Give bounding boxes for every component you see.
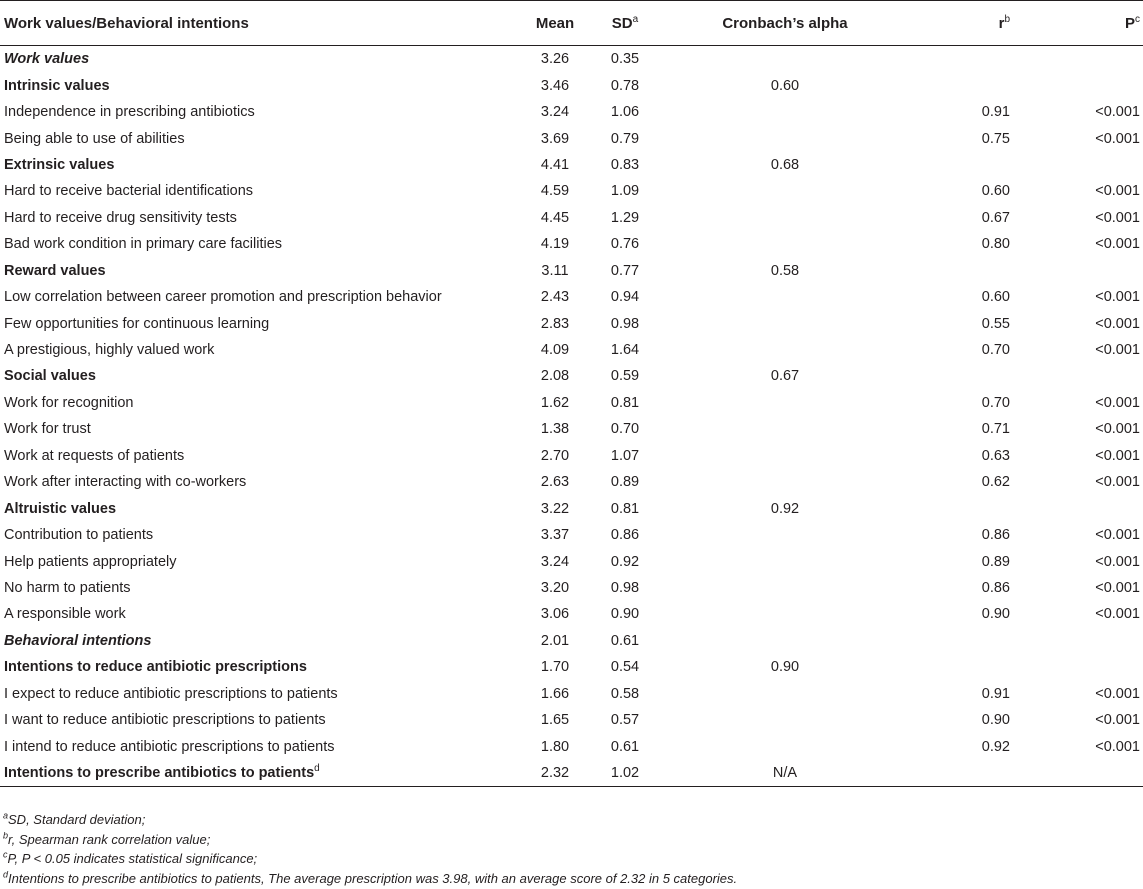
row-mean: 2.32 <box>540 765 570 782</box>
row-sd: 1.29 <box>610 209 640 226</box>
row-label: Reward values <box>4 262 106 279</box>
row-r <box>920 258 1010 284</box>
row-sd: 1.09 <box>610 183 640 200</box>
row-r <box>920 760 1010 787</box>
table-row <box>0 733 1143 759</box>
table-row <box>0 443 1143 469</box>
row-r: 0.86 <box>981 527 1010 544</box>
table-row <box>0 337 1143 363</box>
table-row <box>0 363 1143 389</box>
table-row <box>0 46 1143 73</box>
row-r: 0.67 <box>981 209 1010 226</box>
row-cronbach-alpha <box>680 601 920 627</box>
row-label: No harm to patients <box>4 579 131 596</box>
row-p <box>1010 495 1143 521</box>
row-mean: 1.62 <box>540 394 570 411</box>
row-sd: 0.98 <box>610 579 640 596</box>
row-mean: 3.24 <box>540 104 570 121</box>
row-label: Intrinsic values <box>4 77 110 94</box>
row-mean: 1.66 <box>540 685 570 702</box>
footnote: $^b$r, Spearman rank correlation value; <box>3 830 211 847</box>
row-p: <0.001 <box>1095 738 1140 755</box>
row-cronbach-alpha <box>680 99 920 125</box>
table-row <box>0 99 1143 125</box>
row-cronbach-alpha <box>680 707 920 733</box>
row-label: Hard to receive bacterial identifications <box>4 183 254 200</box>
row-cronbach-alpha <box>680 469 920 495</box>
row-sd: 0.61 <box>610 738 640 755</box>
row-label: A responsible work <box>4 606 126 623</box>
row-label: Social values <box>4 368 96 385</box>
row-p: <0.001 <box>1095 342 1140 359</box>
row-r <box>920 152 1010 178</box>
row-p: <0.001 <box>1095 289 1140 306</box>
row-r <box>920 628 1010 654</box>
row-mean: 1.70 <box>540 659 570 676</box>
row-p <box>1010 628 1143 654</box>
row-r <box>920 495 1010 521</box>
row-mean: 3.26 <box>540 51 570 68</box>
table-row <box>0 707 1143 733</box>
row-label: Contribution to patients <box>4 527 154 544</box>
row-label: I expect to reduce antibiotic prescriptions to patients <box>4 685 338 702</box>
row-cronbach-alpha: 0.92 <box>770 500 800 517</box>
row-p: <0.001 <box>1095 606 1140 623</box>
row-r <box>920 46 1010 73</box>
row-p: <0.001 <box>1095 712 1140 729</box>
row-r: 0.55 <box>981 315 1010 332</box>
row-p: <0.001 <box>1095 474 1140 491</box>
row-cronbach-alpha <box>680 205 920 231</box>
row-sd: 0.90 <box>610 606 640 623</box>
row-p: <0.001 <box>1095 130 1140 147</box>
row-cronbach-alpha <box>680 125 920 151</box>
row-r: 0.90 <box>981 606 1010 623</box>
row-label: Independence in prescribing antibiotics <box>4 104 255 121</box>
row-sd: 0.86 <box>610 527 640 544</box>
row-label: Behavioral intentions <box>4 632 152 649</box>
row-mean: 2.43 <box>540 289 570 306</box>
row-sd: 0.89 <box>610 474 640 491</box>
row-r <box>920 654 1010 680</box>
row-sd: 0.92 <box>610 553 640 570</box>
table-row <box>0 125 1143 151</box>
table-footnotes <box>3 810 737 888</box>
row-mean: 3.69 <box>540 130 570 147</box>
table-row <box>0 258 1143 284</box>
table-row <box>0 284 1143 310</box>
row-label: Work for trust <box>4 421 91 438</box>
row-cronbach-alpha <box>680 548 920 574</box>
row-cronbach-alpha: 0.67 <box>770 368 800 385</box>
row-cronbach-alpha <box>680 733 920 759</box>
row-sd: 1.64 <box>610 342 640 359</box>
row-sd: 0.81 <box>610 394 640 411</box>
row-sd: 0.70 <box>610 421 640 438</box>
row-p: <0.001 <box>1095 527 1140 544</box>
row-sd: 0.81 <box>610 500 640 517</box>
row-cronbach-alpha: 0.68 <box>770 156 800 173</box>
row-mean: 3.24 <box>540 553 570 570</box>
row-label: Bad work condition in primary care facilities <box>4 236 283 253</box>
row-r: 0.71 <box>981 421 1010 438</box>
table-row <box>0 548 1143 574</box>
row-mean: 2.08 <box>540 368 570 385</box>
row-r: 0.60 <box>981 289 1010 306</box>
row-r <box>920 363 1010 389</box>
row-label: Work values <box>4 51 90 68</box>
row-mean: 2.01 <box>540 632 570 649</box>
row-p: <0.001 <box>1095 394 1140 411</box>
row-mean: 3.46 <box>540 77 570 94</box>
row-p <box>1010 363 1143 389</box>
row-p: <0.001 <box>1095 315 1140 332</box>
row-label: Help patients appropriately <box>4 553 177 570</box>
row-mean: 3.37 <box>540 527 570 544</box>
row-cronbach-alpha <box>680 284 920 310</box>
row-label: I want to reduce antibiotic prescriptions to patients <box>4 712 326 729</box>
header-work-values: Work values/Behavioral intentions <box>4 14 249 32</box>
row-label: Low correlation between career promotion and prescription behavior <box>4 289 442 306</box>
row-p: <0.001 <box>1095 685 1140 702</box>
row-label: Being able to use of abilities <box>4 130 185 147</box>
row-r: 0.91 <box>981 685 1010 702</box>
row-mean: 2.83 <box>540 315 570 332</box>
row-cronbach-alpha <box>680 443 920 469</box>
table-row <box>0 495 1143 521</box>
row-cronbach-alpha <box>680 178 920 204</box>
row-label: Extrinsic values <box>4 156 115 173</box>
row-r: 0.63 <box>981 447 1010 464</box>
table-row <box>0 601 1143 627</box>
row-sd: 0.57 <box>610 712 640 729</box>
row-r: 0.70 <box>981 394 1010 411</box>
table-row <box>0 628 1143 654</box>
row-label: Hard to receive drug sensitivity tests <box>4 209 237 226</box>
row-r: 0.91 <box>981 104 1010 121</box>
row-p <box>1010 258 1143 284</box>
table-row <box>0 522 1143 548</box>
header-cronbach-alpha: Cronbach’s alpha <box>722 14 848 32</box>
row-mean: 4.41 <box>540 156 570 173</box>
table-row <box>0 72 1143 98</box>
row-p <box>1010 46 1143 73</box>
row-p: <0.001 <box>1095 553 1140 570</box>
row-label: Intentions to reduce antibiotic prescriptions <box>4 659 307 676</box>
row-r: 0.90 <box>981 712 1010 729</box>
row-label: Intentions to prescribe antibiotics to patients$^d$ <box>4 763 320 782</box>
row-mean: 3.20 <box>540 579 570 596</box>
row-p: <0.001 <box>1095 183 1140 200</box>
table-row <box>0 231 1143 257</box>
row-r: 0.86 <box>981 579 1010 596</box>
row-cronbach-alpha <box>680 575 920 601</box>
header-p: $P^c$ <box>1124 13 1140 32</box>
row-mean: 2.70 <box>540 447 570 464</box>
row-cronbach-alpha: 0.90 <box>770 659 800 676</box>
row-p <box>1010 654 1143 680</box>
row-p: <0.001 <box>1095 447 1140 464</box>
row-sd: 0.78 <box>610 77 640 94</box>
row-mean: 4.09 <box>540 342 570 359</box>
footnote-marker: d <box>314 763 320 775</box>
row-mean: 4.59 <box>540 183 570 200</box>
row-r: 0.60 <box>981 183 1010 200</box>
table-row <box>0 310 1143 336</box>
row-sd: 0.94 <box>610 289 640 306</box>
row-cronbach-alpha <box>680 522 920 548</box>
row-p: <0.001 <box>1095 421 1140 438</box>
row-cronbach-alpha <box>680 46 920 73</box>
row-r: 0.89 <box>981 553 1010 570</box>
table-row <box>0 575 1143 601</box>
row-r: 0.75 <box>981 130 1010 147</box>
row-mean: 3.11 <box>541 262 569 279</box>
row-sd: 1.07 <box>610 447 640 464</box>
row-r: 0.70 <box>981 342 1010 359</box>
row-mean: 3.22 <box>540 500 570 517</box>
row-label: Work for recognition <box>4 394 134 411</box>
row-cronbach-alpha <box>680 337 920 363</box>
row-r: 0.80 <box>981 236 1010 253</box>
table-row <box>0 654 1143 680</box>
table-row <box>0 152 1143 178</box>
header-sd: $SD^a$ <box>611 13 639 32</box>
row-p: <0.001 <box>1095 579 1140 596</box>
row-sd: 0.54 <box>610 659 640 676</box>
row-label: Work after interacting with co-workers <box>4 474 247 491</box>
row-r <box>920 72 1010 98</box>
table-row <box>0 760 1143 787</box>
row-mean: 1.65 <box>540 712 570 729</box>
table-row <box>0 390 1143 416</box>
row-cronbach-alpha <box>680 681 920 707</box>
row-p: <0.001 <box>1095 209 1140 226</box>
footnote: $^c$P, P < 0.05 indicates statistical significance; <box>3 849 258 866</box>
row-cronbach-alpha <box>680 628 920 654</box>
row-sd: 0.35 <box>610 51 640 68</box>
row-label: A prestigious, highly valued work <box>4 342 215 359</box>
row-sd: 0.58 <box>610 685 640 702</box>
row-label: Work at requests of patients <box>4 447 185 464</box>
footnote: $^a$SD, Standard deviation; <box>3 810 146 827</box>
row-cronbach-alpha <box>680 416 920 442</box>
row-label: Few opportunities for continuous learning <box>4 315 270 332</box>
row-cronbach-alpha <box>680 390 920 416</box>
table-header-row <box>0 1 1143 46</box>
row-cronbach-alpha: N/A <box>772 765 798 782</box>
footnote: $^d$Intentions to prescribe antibiotics to patients, The average prescription was 3.98, with an average score of 2.32 in 5 categories. <box>3 869 738 886</box>
row-mean: 4.19 <box>540 236 570 253</box>
row-label: Altruistic values <box>4 500 117 517</box>
row-sd: 1.06 <box>610 104 640 121</box>
row-sd: 0.79 <box>610 130 640 147</box>
row-sd: 0.77 <box>610 262 640 279</box>
table-row <box>0 416 1143 442</box>
row-sd: 0.83 <box>610 156 640 173</box>
row-sd: 0.98 <box>610 315 640 332</box>
row-mean: 2.63 <box>540 474 570 491</box>
row-sd: 0.76 <box>610 236 640 253</box>
row-cronbach-alpha <box>680 310 920 336</box>
row-mean: 1.80 <box>540 738 570 755</box>
row-r: 0.92 <box>981 738 1010 755</box>
header-mean: Mean <box>535 14 575 32</box>
row-sd: 1.02 <box>610 765 640 782</box>
row-p <box>1010 760 1143 787</box>
table-row <box>0 681 1143 707</box>
row-p <box>1010 72 1143 98</box>
row-p: <0.001 <box>1095 104 1140 121</box>
row-cronbach-alpha: 0.60 <box>770 77 800 94</box>
table-row <box>0 205 1143 231</box>
table-row <box>0 469 1143 495</box>
row-p <box>1010 152 1143 178</box>
row-mean: 3.06 <box>540 606 570 623</box>
row-mean: 1.38 <box>540 421 570 438</box>
table-row <box>0 178 1143 204</box>
row-p: <0.001 <box>1095 236 1140 253</box>
row-mean: 4.45 <box>540 209 570 226</box>
row-cronbach-alpha: 0.58 <box>770 262 800 279</box>
row-label: I intend to reduce antibiotic prescriptions to patients <box>4 738 335 755</box>
row-sd: 0.61 <box>610 632 640 649</box>
row-sd: 0.59 <box>610 368 640 385</box>
row-r: 0.62 <box>981 474 1010 491</box>
row-cronbach-alpha <box>680 231 920 257</box>
header-r: $r^b$ <box>998 13 1010 32</box>
